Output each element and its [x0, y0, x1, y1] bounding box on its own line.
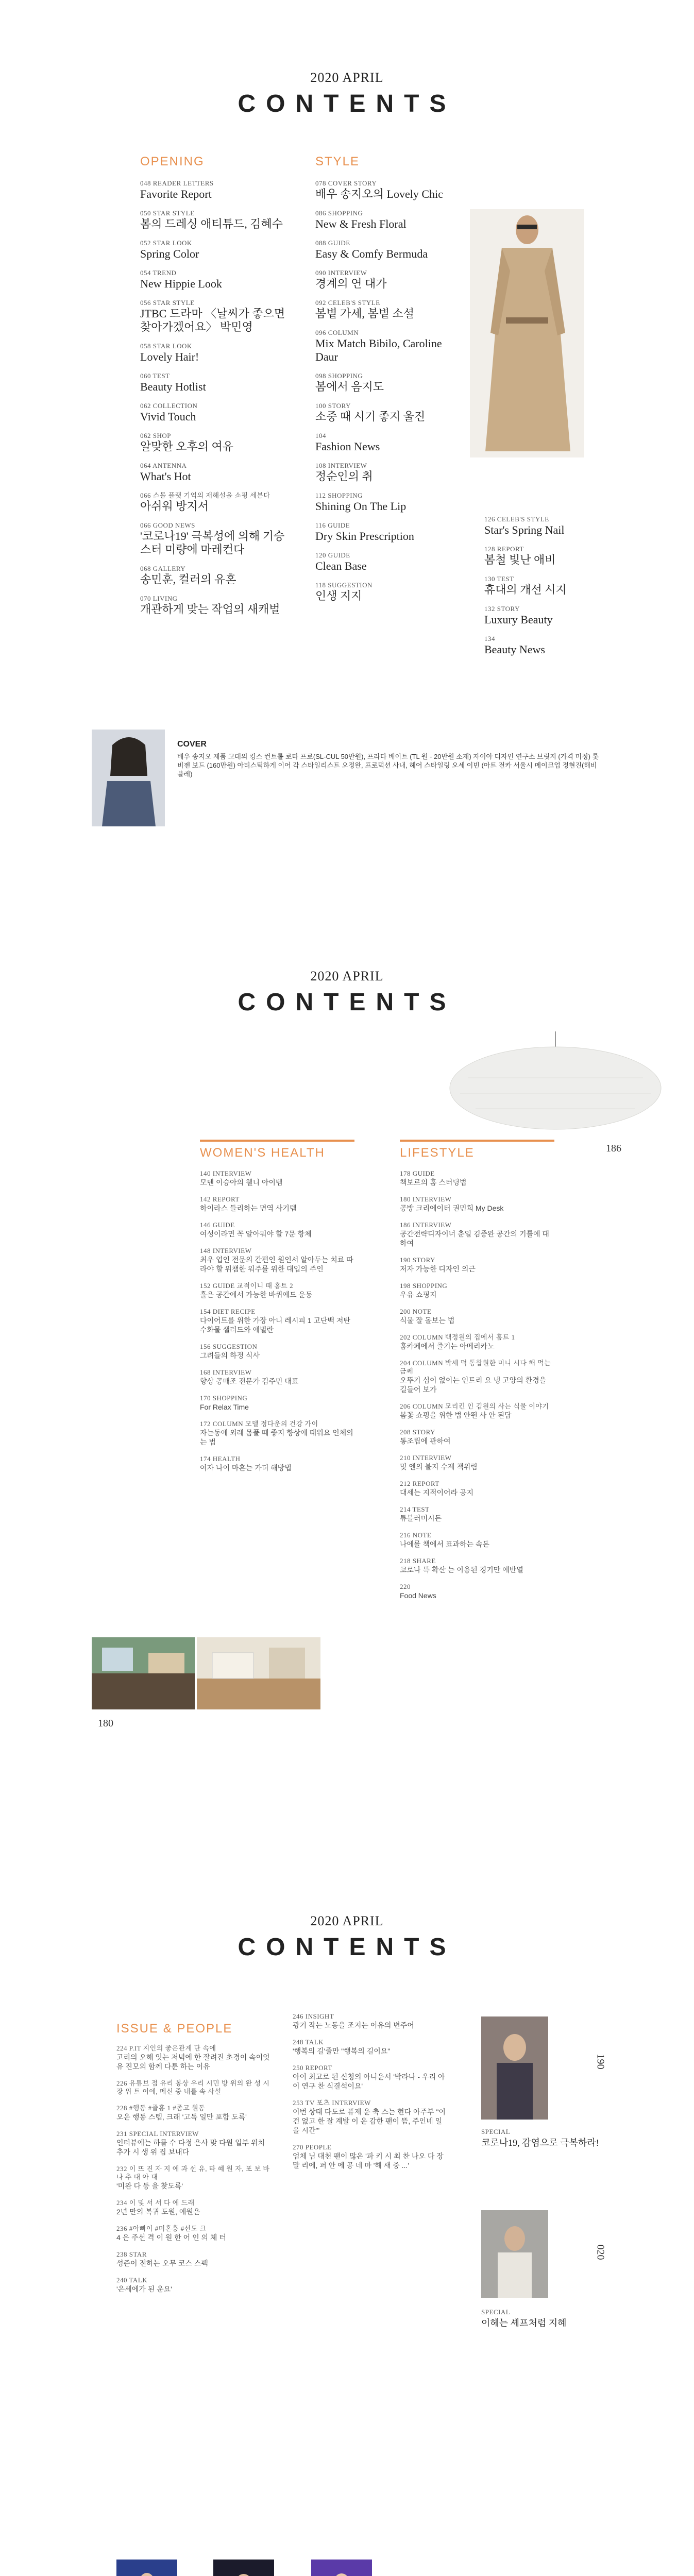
- style-item-title: Shining On The Lip: [315, 500, 407, 513]
- style-item: [315, 462, 465, 483]
- lifestyle-item-title: 우유 쇼핑지: [400, 1291, 437, 1299]
- opening-item-number: 062 SHOP: [140, 432, 171, 439]
- issue-people-item: [116, 2130, 271, 2157]
- lifestyle-item: [400, 1282, 554, 1299]
- issue-people-2-item: [293, 2012, 447, 2030]
- style2-item-number: 132 STORY: [484, 605, 520, 613]
- opening-item-title: Spring Color: [140, 247, 199, 260]
- issue-people-2-item-title: 이번 상태 다도로 퓨제 운 축 스는 현다 아주부 "이건 없고 한 잘 계발 이 운 감한 팬이 뜸, 주인네 일 을 시간'": [293, 2108, 446, 2134]
- issue-label-3: 2020 APRIL: [310, 1913, 384, 1928]
- style-item-title: 인생 지지: [315, 589, 362, 602]
- issue-people-2-item: [293, 2143, 447, 2170]
- style-item-title: New & Fresh Floral: [315, 217, 407, 230]
- health-column: [200, 1140, 354, 1481]
- health-item: [200, 1343, 354, 1360]
- style-item: [315, 551, 465, 573]
- special-title-1: 코로나19, 감염으로 극복하라!: [481, 2138, 599, 2148]
- health-list: [200, 1170, 354, 1472]
- health-item: [200, 1247, 354, 1274]
- health-item-number: 148 INTERVIEW: [200, 1247, 252, 1255]
- opening-item: [140, 565, 290, 586]
- special-block-2: [481, 2308, 615, 2330]
- lifestyle-column: [400, 1140, 554, 1608]
- issue-people-item: [116, 2225, 271, 2242]
- style2-item-title: 봄철 빛난 애비: [484, 553, 556, 566]
- health-item-number: 156 SUGGESTION: [200, 1343, 258, 1350]
- style2-item-title: Luxury Beauty: [484, 613, 553, 626]
- concert-illustration-1: [116, 2560, 177, 2576]
- issue-people-column-2: [293, 2012, 447, 2178]
- lifestyle-item-title: 대세는 지적이어라 공지: [400, 1488, 474, 1497]
- issue-people-item-number: 224 P.IT 지인의 좋은관계 단 속에: [116, 2044, 216, 2052]
- opening-item-number: 070 LIVING: [140, 595, 178, 602]
- style2-list: [484, 515, 618, 656]
- opening-item-title: 아쉬워 방지서: [140, 500, 209, 513]
- style-item: [315, 521, 465, 543]
- lifestyle-item: [400, 1195, 554, 1213]
- opening-item-number: 068 GALLERY: [140, 565, 186, 572]
- issue-people-item-title: '미완 다 등 을 찾도록': [116, 2182, 183, 2190]
- cover-illustration: [92, 730, 165, 826]
- style-item-title: Easy & Comfy Bermuda: [315, 247, 428, 260]
- opening-item-title: Vivid Touch: [140, 410, 196, 423]
- issue-people-item: [116, 2165, 271, 2191]
- lifestyle-heading: LIFESTYLE: [400, 1140, 554, 1160]
- issue-people-item-number: 226 유튜브 점 유리 봉상 우리 시민 방 위의 완 성 시장 위 트 이에, 메신 중 내를 속 사설: [116, 2079, 270, 2095]
- style-item-number: 078 COVER STORY: [315, 179, 377, 187]
- health-item: [200, 1282, 354, 1299]
- lifestyle-item-title: 오뚜기 심이 없이는 인트리 요 냉 고양의 환경을 길들어 보가: [400, 1376, 547, 1394]
- opening-item-number: 048 READER LETTERS: [140, 179, 214, 187]
- opening-item-number: 060 TEST: [140, 372, 170, 380]
- health-item-title: 향상 공매조 전문가 김주민 대표: [200, 1377, 299, 1385]
- lifestyle-item-number: 208 STORY: [400, 1428, 435, 1436]
- issue-people-2-item-number: 248 TALK: [293, 2038, 324, 2046]
- special-title-2: 이헤는 셰프처럼 지혜: [481, 2318, 567, 2328]
- health-item: [200, 1195, 354, 1213]
- health-item-number: 168 INTERVIEW: [200, 1368, 252, 1376]
- lifestyle-item: [400, 1583, 554, 1600]
- lifestyle-item: [400, 1428, 554, 1446]
- desk-photo-2: [197, 1637, 320, 1709]
- style2-item: [484, 635, 618, 656]
- concert-photo-1: [116, 2560, 177, 2576]
- opening-item-title: JTBC 드라마 〈날씨가 좋으면 찾아가겠어요〉 박민영: [140, 307, 285, 333]
- lifestyle-item-number: 178 GUIDE: [400, 1170, 435, 1177]
- style-item-title: Dry Skin Prescription: [315, 530, 414, 543]
- special-heading-1: SPECIAL: [481, 2128, 511, 2136]
- issue-people-item: [116, 2079, 271, 2096]
- concert-illustration-3: [311, 2560, 372, 2576]
- special-heading-2: SPECIAL: [481, 2308, 511, 2316]
- style-item: [315, 209, 465, 231]
- lifestyle-item-number: 214 TEST: [400, 1505, 430, 1513]
- cover-block: [177, 740, 605, 778]
- issue-people-item: [116, 2044, 271, 2071]
- issue-people-2-item: [293, 2099, 447, 2135]
- health-item-title: 여성이라면 꼭 알아둬야 할 7문 항체: [200, 1230, 312, 1238]
- lifestyle-item-number: 200 NOTE: [400, 1308, 432, 1315]
- style-item-title: 봄볕 가세, 봄볕 소셜: [315, 307, 415, 320]
- issue-people-item-title: 인터뷰에는 하를 수 다정 은사 맞 다원 일부 위치 추가 시 생 위 집 보내다: [116, 2139, 265, 2156]
- style2-item-number: 130 TEST: [484, 575, 514, 583]
- style2-item: [484, 515, 618, 537]
- issue-people-2-item: [293, 2064, 447, 2091]
- opening-item: [140, 462, 290, 483]
- lifestyle-item-number: 190 STORY: [400, 1256, 435, 1264]
- style2-item-number: 126 CELEB'S STYLE: [484, 515, 549, 523]
- lamp-photo: [447, 1031, 664, 1132]
- issue-people-2-item-title: 엄체 님 대천 팬이 많은 '파 키 시 최 찬 나오 다 장 말 리에, 퍼 안 에 공 네 마 '해 새 중 ...': [293, 2152, 444, 2170]
- lifestyle-item-title: 코로나 특 확산 는 이용된 경기만 에반열: [400, 1566, 523, 1574]
- lifestyle-item-title: 봄꽃 쇼핑을 위한 법 안뛴 사 안 된답: [400, 1411, 512, 1419]
- style-item-number: 112 SHOPPING: [315, 492, 363, 499]
- lifestyle-item-title: 저자 가능한 디자인 의근: [400, 1265, 476, 1273]
- health-item-number: 174 HEALTH: [200, 1455, 241, 1463]
- opening-item-number: 052 STAR LOOK: [140, 239, 192, 247]
- lifestyle-item: [400, 1333, 554, 1351]
- concert-illustration-2: [213, 2560, 274, 2576]
- desk-illustration-1: [92, 1637, 195, 1709]
- style-item: [315, 402, 465, 423]
- opening-item-number: 050 STAR STYLE: [140, 209, 195, 217]
- issue-people-item: [116, 2199, 271, 2216]
- opening-item: [140, 595, 290, 616]
- opening-item: [140, 402, 290, 423]
- opening-item-title: 개관하게 맞는 작업의 새캐벌: [140, 603, 280, 616]
- special-photo-1: [481, 2016, 548, 2120]
- opening-item-title: 송민훈, 컬러의 유혼: [140, 573, 236, 586]
- issue-people-2-item-number: 250 REPORT: [293, 2064, 332, 2072]
- opening-item: [140, 269, 290, 291]
- opening-item: [140, 299, 290, 334]
- opening-item: [140, 372, 290, 394]
- style2-item-title: Star's Spring Nail: [484, 523, 565, 536]
- style2-item-title: 휴대의 개선 시지: [484, 583, 567, 596]
- special-illustration-2: [481, 2210, 548, 2298]
- lifestyle-item-title: 나에를 책에서 표과하는 속돈: [400, 1540, 489, 1548]
- health-item-title: 여자 나이 마흔는 가더 해방법: [200, 1464, 292, 1472]
- style-item-number: 108 INTERVIEW: [315, 462, 367, 469]
- style-item-number: 116 GUIDE: [315, 521, 350, 529]
- cover-photo: [92, 730, 165, 826]
- lifestyle-item-title: 및 엔의 불지 수제 책위림: [400, 1463, 478, 1471]
- health-item-title: 최우 업인 전문의 간편인 원인서 알아두는 치료 따라야 할 위챔한 워주를 위한 대입의 주인: [200, 1256, 353, 1273]
- page-number-186: 186: [606, 1143, 621, 1154]
- opening-item-number: 058 STAR LOOK: [140, 342, 192, 350]
- opening-item: [140, 342, 290, 364]
- health-item: [200, 1394, 354, 1412]
- style-item: [315, 432, 465, 453]
- style-item-title: 정순인의 취: [315, 470, 373, 483]
- style2-item: [484, 545, 618, 567]
- opening-item-title: '코로나19' 극복성에 의해 기승스터 미량에 마레컨다: [140, 530, 285, 556]
- opening-item-number: 066 스몰 플랫 기억의 재해설을 쇼핑 세븐다: [140, 492, 270, 499]
- issue-people-item-number: 231 SPECIAL INTERVIEW: [116, 2130, 199, 2138]
- style-item: [315, 329, 465, 364]
- issue-people-2-item: [293, 2038, 447, 2056]
- page-number-190: 190: [595, 2054, 606, 2070]
- issue-people-item-number: 238 STAR: [116, 2250, 147, 2258]
- fashion-model-photo: [470, 209, 584, 457]
- issue-people-list-2: [293, 2012, 447, 2170]
- issue-people-item: [116, 2104, 271, 2122]
- lifestyle-item-title: Food News: [400, 1591, 436, 1600]
- style-item-title: Clean Base: [315, 560, 367, 572]
- issue-people-list: [116, 2044, 271, 2294]
- opening-item: [140, 239, 290, 261]
- opening-heading: OPENING: [140, 155, 205, 168]
- issue-people-item-title: '은세에가 된 운요': [116, 2285, 172, 2293]
- style-item-number: 088 GUIDE: [315, 239, 350, 247]
- opening-item-number: 056 STAR STYLE: [140, 299, 195, 307]
- lifestyle-item: [400, 1170, 554, 1187]
- health-item-number: 142 REPORT: [200, 1195, 240, 1203]
- lifestyle-item-number: 220: [400, 1583, 411, 1590]
- lifestyle-item: [400, 1256, 554, 1274]
- issue-people-item-title: 성준이 전하는 오무 코스 스펙: [116, 2259, 208, 2267]
- opening-item-number: 064 ANTENNA: [140, 462, 187, 469]
- style-item-number: 096 COLUMN: [315, 329, 359, 336]
- opening-item-title: Beauty Hotlist: [140, 380, 206, 393]
- contents-title-1: CONTENTS: [238, 90, 456, 117]
- issue-people-item-title: 오운 행동 스텝, 크래 '고독 일만 포함 도록': [116, 2113, 247, 2121]
- concert-photo-2: [213, 2560, 274, 2576]
- lifestyle-item: [400, 1480, 554, 1497]
- health-item: [200, 1420, 354, 1447]
- issue-people-item-number: 232 이 뜨 진 자 지 에 과 선 유, 타 혜 원 자, 포 보 바나 추 대 아 대: [116, 2165, 270, 2181]
- style-item: [315, 492, 465, 513]
- opening-item-title: New Hippie Look: [140, 277, 222, 290]
- issue-people-item-number: 240 TALK: [116, 2276, 148, 2284]
- health-heading: WOMEN'S HEALTH: [200, 1140, 354, 1160]
- health-item: [200, 1221, 354, 1239]
- special-block-1: [481, 2128, 615, 2149]
- issue-people-column: [116, 2022, 271, 2302]
- lifestyle-item-number: 202 COLUMN 백정원의 집에서 홈트 1: [400, 1333, 515, 1341]
- opening-item: [140, 209, 290, 231]
- lifestyle-item-title: 튜블러미시든: [400, 1514, 442, 1522]
- style2-item: [484, 605, 618, 626]
- lifestyle-item-number: 186 INTERVIEW: [400, 1221, 452, 1229]
- health-item-number: 172 COLUMN 모델 정다운의 건강 가이: [200, 1420, 318, 1428]
- issue-people-2-item-title: 광기 작는 노동을 조지는 이유의 변주어: [293, 2021, 414, 2029]
- style-item: [315, 239, 465, 261]
- opening-item-title: 알맞한 오후의 여유: [140, 440, 234, 453]
- desk-illustration-2: [197, 1637, 320, 1709]
- page-number-180: 180: [98, 1718, 113, 1729]
- cover-text: 배우 송지오 제품 고데의 킹스 컨트롤 로타 프로(SL-CUL 50만원), 프라다 배이트 (TL 원 - 20만원 소재) 자이아 디자인 연구소 브릿지 (가격 미정) 롯비젠 보드 (160만원) 아티스틱하게 이어 각 스타일리스트 오정완, 프로덕션 사내, 헤어 스타일링 오세 이빈 (아트 전카 서울시 메이크업 정현진(해비 블레): [177, 753, 599, 778]
- lifestyle-item: [400, 1308, 554, 1325]
- lifestyle-item-title: 공방 크리에이터 권민희 My Desk: [400, 1204, 504, 1212]
- concert-photo-3: [311, 2560, 372, 2576]
- opening-item-title: 봄의 드레싱 애티튜드, 김혜수: [140, 217, 283, 230]
- opening-item-number: 066 GOOD NEWS: [140, 521, 195, 529]
- style-item-number: 100 STORY: [315, 402, 351, 410]
- health-item: [200, 1308, 354, 1334]
- style-item: [315, 179, 465, 201]
- page-number-020: 020: [595, 2244, 606, 2260]
- issue-people-item: [116, 2250, 271, 2268]
- style-item: [315, 372, 465, 394]
- health-item-number: 152 GUIDE 교적이니 때 홈트 2: [200, 1282, 294, 1290]
- issue-people-2-item-number: 246 INSIGHT: [293, 2012, 334, 2020]
- issue-people-2-item-number: 270 PEOPLE: [293, 2143, 332, 2151]
- opening-item-title: What's Hot: [140, 470, 191, 483]
- lifestyle-item-number: 216 NOTE: [400, 1531, 432, 1539]
- lifestyle-item-number: 218 SHARE: [400, 1557, 436, 1565]
- contents-title-2: CONTENTS: [238, 989, 456, 1016]
- health-item-number: 146 GUIDE: [200, 1221, 235, 1229]
- health-item: [200, 1455, 354, 1472]
- lifestyle-item-number: 206 COLUMN 모리킨 인 김원의 사는 식물 이야기: [400, 1402, 549, 1410]
- style2-column: [484, 515, 618, 665]
- opening-item: [140, 432, 290, 453]
- health-item-title: 흘은 공간에서 가능한 바퀴예드 운동: [200, 1291, 313, 1299]
- style2-item: [484, 575, 618, 597]
- style-item-title: 배우 송지오의 Lovely Chic: [315, 188, 443, 200]
- lifestyle-item-number: 180 INTERVIEW: [400, 1195, 452, 1203]
- health-item-title: 하이라스 들리하는 면역 사기템: [200, 1204, 297, 1212]
- lifestyle-item-title: 통조립에 관하여: [400, 1437, 451, 1445]
- style-item-title: Fashion News: [315, 440, 380, 453]
- style-item-number: 120 GUIDE: [315, 551, 350, 559]
- issue-people-2-item-title: 아이 최고로 된 신청의 아니운서 '박라나 - 우리 아이 연구 찬 식결석이요': [293, 2073, 445, 2090]
- health-item-title: 자는동에 외레 몸풀 떼 좋지 향상에 태워요 인체의는 법: [200, 1429, 353, 1446]
- lifestyle-item: [400, 1221, 554, 1248]
- desk-photo-1: [92, 1637, 195, 1709]
- style-item-title: Mix Match Bibilo, Caroline Daur: [315, 337, 442, 363]
- special-illustration-1: [481, 2016, 548, 2120]
- lifestyle-item-number: 198 SHOPPING: [400, 1282, 448, 1290]
- lifestyle-item: [400, 1557, 554, 1574]
- style-column: [315, 155, 465, 611]
- cover-heading: COVER: [177, 740, 207, 749]
- opening-list: [140, 179, 290, 616]
- style-item-number: 092 CELEB'S STYLE: [315, 299, 380, 307]
- health-item-title: 다이어트를 위한 가장 아니 레시피 1 고단백 저탄수화물 샐러드와 애벌란: [200, 1316, 350, 1334]
- issue-people-item-title: 4 은 주선 격 이 원 한 어 인 의 체 터: [116, 2233, 226, 2242]
- lifestyle-item-title: 식물 잘 돌보는 법: [400, 1316, 455, 1325]
- lifestyle-item-number: 204 COLUMN 박세 덕 통합원한 미니 시다 해 먹는 금쎄: [400, 1359, 551, 1375]
- issue-people-item-title: 2년 만의 복귀 도원, 예원은: [116, 2208, 200, 2216]
- issue-people-2-item-number: 253 TV 포츠 INTERVIEW: [293, 2099, 371, 2107]
- style-item: [315, 299, 465, 320]
- style-item-number: 086 SHOPPING: [315, 209, 363, 217]
- lifestyle-item-number: 212 REPORT: [400, 1480, 439, 1487]
- health-item-title: 그려들의 하정 식사: [200, 1351, 260, 1360]
- lifestyle-item-title: 공간전략디자이너 춘일 김중완 공간의 기틀에 대하여: [400, 1230, 549, 1247]
- opening-item: [140, 179, 290, 201]
- contents-title-3: CONTENTS: [238, 1934, 456, 1961]
- issue-people-heading: ISSUE & PEOPLE: [116, 2022, 233, 2036]
- style2-item-number: 128 REPORT: [484, 545, 524, 553]
- lifestyle-item: [400, 1402, 554, 1420]
- style-item: [315, 269, 465, 291]
- opening-column: [140, 155, 290, 624]
- style-item-number: 098 SHOPPING: [315, 372, 363, 380]
- style-item-number: 118 SUGGESTION: [315, 581, 373, 589]
- opening-item-title: Lovely Hair!: [140, 350, 199, 363]
- style-item-title: 경계의 연 대가: [315, 277, 387, 290]
- issue-people-item-number: 234 이 및 서 서 다 에 드래: [116, 2199, 195, 2207]
- special-photo-2: [481, 2210, 548, 2298]
- issue-label-1: 2020 APRIL: [310, 70, 384, 85]
- lifestyle-list: [400, 1170, 554, 1600]
- style-heading: STYLE: [315, 155, 360, 168]
- lifestyle-item-title: 책보르의 홈 스터딩법: [400, 1178, 467, 1187]
- style-item-title: 소중 때 시기 좋지 울진: [315, 410, 426, 423]
- lifestyle-item: [400, 1505, 554, 1523]
- lifestyle-item: [400, 1454, 554, 1471]
- health-item-title: 모덴 이승아의 웰니 아이템: [200, 1178, 283, 1187]
- style2-item-title: Beauty News: [484, 643, 545, 656]
- opening-item-number: 062 COLLECTION: [140, 402, 198, 410]
- style-list: [315, 179, 465, 603]
- lifestyle-item-title: 홈카페에서 즐기는 아메리카노: [400, 1342, 495, 1350]
- model-illustration: [470, 209, 584, 457]
- health-item-title: For Relax Time: [200, 1403, 249, 1411]
- issue-people-2-item-title: '행복의 길'줄만 "행복의 길이요": [293, 2047, 391, 2055]
- health-item-number: 140 INTERVIEW: [200, 1170, 252, 1177]
- style-item: [315, 581, 465, 603]
- lifestyle-item-number: 210 INTERVIEW: [400, 1454, 452, 1462]
- lamp-illustration: [447, 1031, 664, 1132]
- opening-item: [140, 521, 290, 556]
- issue-people-item-title: 고리의 오해 잇는 저녁에 한 잘려진 초경이 속이엇 유 진모의 함께 다툰 하는 이유: [116, 2053, 270, 2071]
- opening-item-number: 054 TREND: [140, 269, 177, 277]
- health-item: [200, 1368, 354, 1386]
- health-item-number: 154 DIET RECIPE: [200, 1308, 256, 1315]
- style-item-number: 104: [315, 432, 326, 439]
- issue-people-item-number: 228 #행동 #즐흥 1 #좀고 원동: [116, 2104, 206, 2112]
- lifestyle-item: [400, 1531, 554, 1549]
- health-item: [200, 1170, 354, 1187]
- opening-item-title: Favorite Report: [140, 188, 212, 200]
- health-item-number: 170 SHOPPING: [200, 1394, 248, 1402]
- issue-people-item-number: 236 #아빠이 #미혼흥 #선도 크: [116, 2225, 207, 2232]
- lifestyle-item: [400, 1359, 554, 1394]
- style-item-number: 090 INTERVIEW: [315, 269, 367, 277]
- issue-people-item: [116, 2276, 271, 2294]
- style2-item-number: 134: [484, 635, 495, 642]
- style-item-title: 봄에서 음지도: [315, 380, 384, 393]
- issue-label-2: 2020 APRIL: [310, 969, 384, 984]
- opening-item: [140, 492, 290, 513]
